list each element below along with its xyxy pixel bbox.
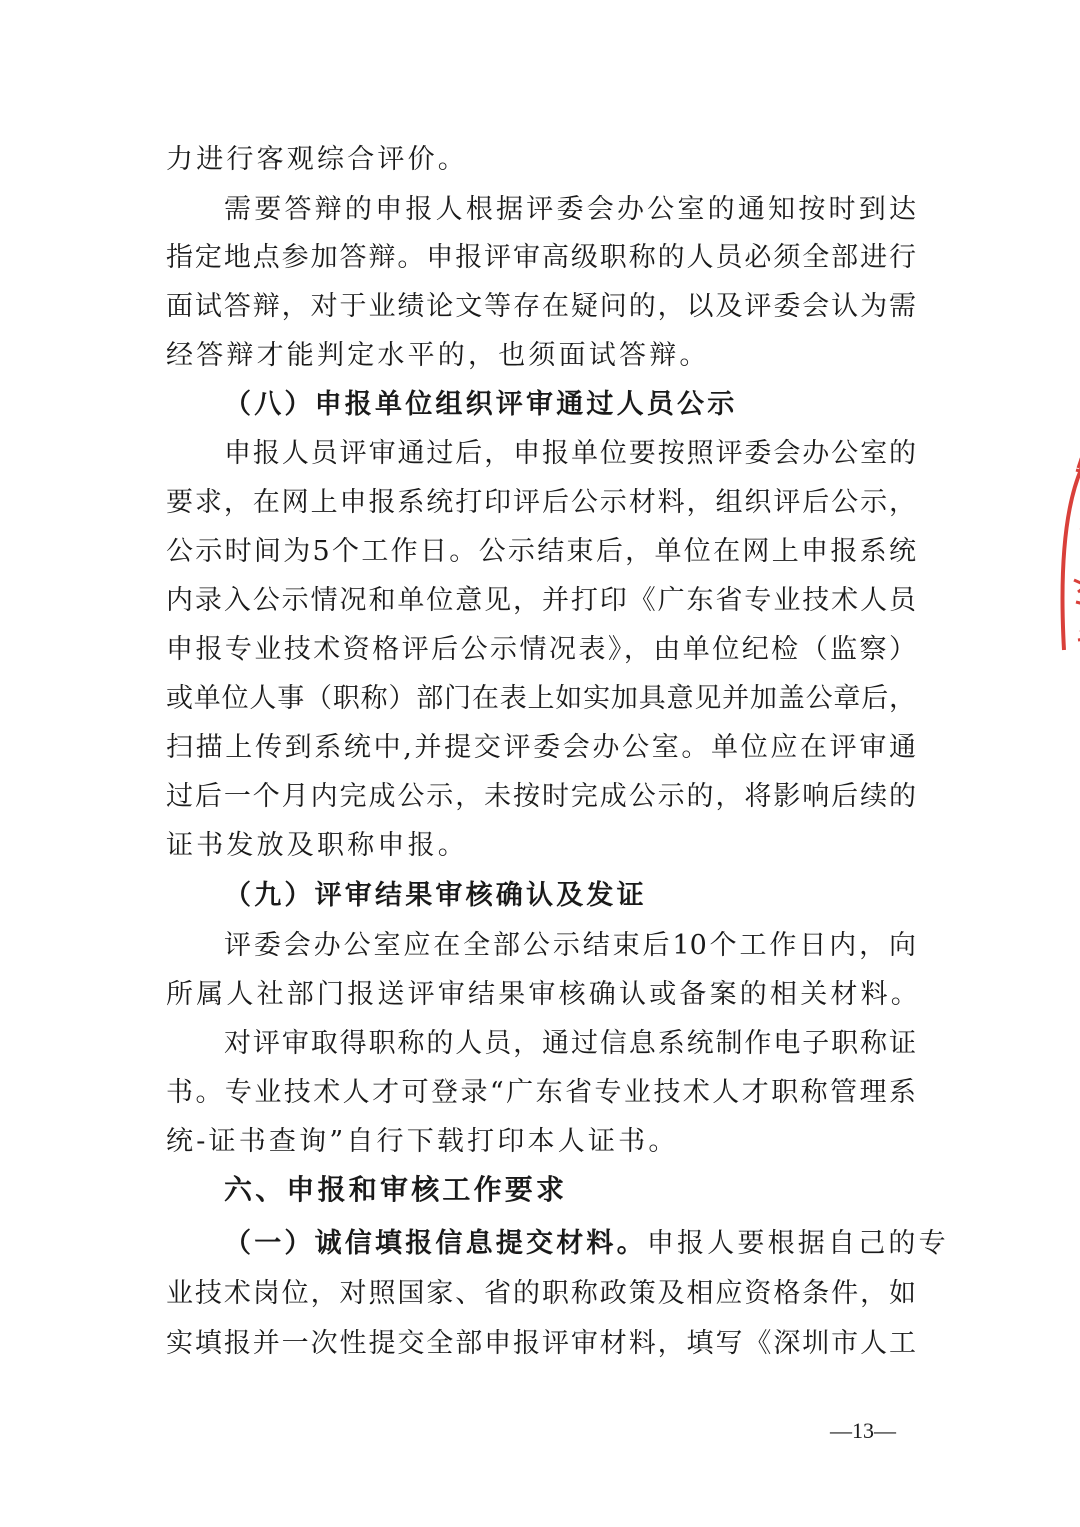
body-line: 或单位人事（职称）部门在表上如实加具意见并加盖公章后， [166, 683, 916, 714]
body-line-mixed [224, 1224, 949, 1264]
inline-text: 申报人要根据自己的专 [646, 1228, 949, 1259]
body-line: 面试答辩，对于业绩论文等存在疑问的，以及评委会认为需 [166, 291, 916, 322]
body-line: 过后一个月内完成公示，未按时完成公示的，将影响后续的 [166, 781, 916, 812]
body-line: 统-证书查询”自行下载打印本人证书。 [166, 1126, 679, 1157]
body-line: 需要答辩的申报人根据评委会办公室的通知按时到达 [224, 194, 916, 225]
body-line: 实填报并一次性提交全部申报评审材料，填写《深圳市人工 [166, 1328, 916, 1359]
body-line: 证书发放及职称申报。 [166, 830, 468, 861]
section-heading: （九）评审结果审核确认及发证 [224, 880, 647, 911]
body-line: 对评审取得职称的人员，通过信息系统制作电子职称证 [224, 1028, 916, 1059]
body-line: 申报专业技术资格评后公示情况表》，由单位纪检（监察） [166, 634, 916, 665]
body-line: 业技术岗位，对照国家、省的职称政策及相应资格条件，如 [166, 1278, 916, 1309]
body-line: 指定地点参加答辩。申报评审高级职称的人员必须全部进行 [166, 242, 916, 273]
red-seal-stamp [1040, 430, 1080, 660]
body-line: 书。专业技术人才可登录“广东省专业技术人才职称管理系 [166, 1077, 916, 1108]
page-number: —13— [830, 1418, 896, 1443]
body-line: 所属人社部门报送评审结果审核确认或备案的相关材料。 [166, 979, 921, 1010]
body-line: 申报人员评审通过后，申报单位要按照评委会办公室的 [224, 438, 916, 469]
body-line: 扫描上传到系统中,并提交评委会办公室。单位应在评审通 [166, 732, 916, 763]
inline-heading: （一）诚信填报信息提交材料。 [224, 1228, 647, 1259]
chapter-heading: 六、申报和审核工作要求 [224, 1173, 568, 1206]
body-line: 内录入公示情况和单位意见，并打印《广东省专业技术人员 [166, 585, 916, 616]
body-line: 公示时间为5个工作日。公示结束后，单位在网上申报系统 [166, 536, 916, 567]
body-line: 力进行客观综合评价。 [166, 144, 468, 175]
section-heading: （八）申报单位组织评审通过人员公示 [224, 389, 738, 420]
body-line: 经答辩才能判定水平的，也须面试答辩。 [166, 340, 710, 371]
body-line: 要求，在网上申报系统打印评后公示材料，组织评后公示， [166, 487, 916, 518]
body-line: 评委会办公室应在全部公示结束后10个工作日内，向 [224, 930, 916, 961]
